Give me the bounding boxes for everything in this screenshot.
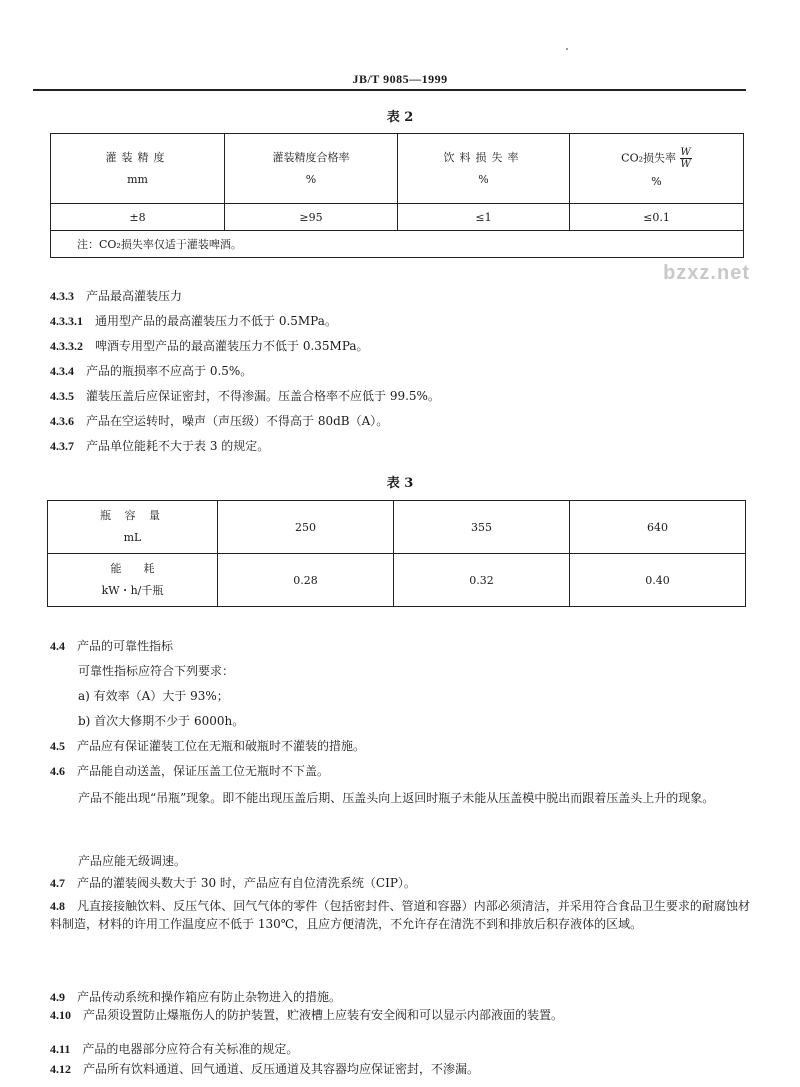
fraction-numerator: W	[680, 147, 691, 158]
table2	[50, 133, 744, 258]
table3-cell: 355	[394, 501, 570, 554]
section-number: 4.3.5	[50, 389, 74, 403]
section-number: 4.9	[50, 990, 65, 1004]
section-4-12	[50, 1061, 750, 1077]
section-text: 产品在空运转时，噪声（声压级）不得高于 80dB（A）。	[86, 414, 389, 428]
section-text: 产品的瓶损率不应高于 0.5%。	[86, 364, 253, 378]
table2-note: 注：CO₂损失率仅适于灌装啤酒。	[51, 231, 744, 258]
section-4-7	[50, 875, 750, 891]
table2-header-row	[51, 134, 744, 204]
section-text: 灌装压盖后应保证密封，不得渗漏。压盖合格率不应低于 99.5%。	[86, 389, 440, 403]
fraction-denominator: W	[680, 159, 691, 170]
section-number: 4.10	[50, 1008, 71, 1022]
header-label: 灌装精度	[105, 150, 170, 164]
table2-note-row	[51, 231, 744, 258]
table2-header-cell	[398, 134, 570, 204]
table2-data-row	[51, 204, 744, 231]
section-4-4-item-a: a) 有效率（A）大于 93%；	[78, 689, 229, 703]
table2-cell: ≥95	[225, 204, 398, 231]
table2-header-cell	[570, 134, 744, 204]
section-text: 通用型产品的最高灌装压力不低于 0.5MPa。	[95, 314, 337, 328]
section-4-3-3	[50, 288, 750, 304]
table3-row-label	[48, 501, 218, 554]
section-4-11	[50, 1041, 750, 1057]
table3-row-energy	[48, 554, 746, 607]
section-4-3-7	[50, 438, 750, 454]
header-unit: mm	[127, 172, 148, 186]
header-unit: %	[651, 175, 662, 188]
table3-title: 表 3	[386, 476, 414, 491]
header-label: CO₂损失率	[621, 151, 677, 165]
watermark: bzxz.net	[663, 262, 750, 284]
table2-title: 表 2	[386, 110, 414, 125]
table3-row-capacity	[48, 501, 746, 554]
section-text: 产品的电器部分应符合有关标准的规定。	[82, 1042, 299, 1056]
table2-cell: ±8	[51, 204, 225, 231]
section-4-4	[50, 638, 750, 654]
header-unit: %	[478, 172, 489, 186]
table3	[47, 500, 746, 607]
section-text: 产品所有饮料通道、回气通道、反压通道及其容器均应保证密封，不渗漏。	[83, 1062, 480, 1076]
section-number: 4.3.7	[50, 439, 74, 453]
section-text: 产品的可靠性指标	[77, 639, 174, 653]
section-text: 凡直接接触饮料、反压气体、回气气体的零件（包括密封件、管道和容器）内部必须清洁，并采用符合食品卫生要求的耐腐蚀材料制造，材料的许用工作温度应不低于 130℃，且应方便清洗，不允许存在清洗不到和排放后积存液体的区域。	[50, 899, 750, 931]
table2-cell: ≤0.1	[570, 204, 744, 231]
header-unit: %	[305, 172, 317, 186]
section-number: 4.3.3.2	[50, 339, 83, 353]
section-number: 4.3.6	[50, 414, 74, 428]
section-text: 产品须设置防止爆瓶伤人的防护装置，贮液槽上应装有安全阀和可以显示内部液面的装置。	[83, 1008, 564, 1022]
table3-cell: 0.32	[394, 554, 570, 607]
fraction	[680, 147, 692, 170]
section-number: 4.3.4	[50, 364, 74, 378]
table3-cell: 0.28	[218, 554, 394, 607]
section-text: 产品应有保证灌装工位在无瓶和破瓶时不灌装的措施。	[77, 739, 366, 753]
section-4-3-6	[50, 413, 750, 429]
table3-cell: 250	[218, 501, 394, 554]
header-label: 饮料损失率	[443, 150, 524, 164]
standard-code-header: JB/T 9085—1999	[352, 72, 448, 86]
section-4-3-3-1	[50, 313, 750, 329]
header-rule	[33, 89, 746, 91]
section-4-6-paragraph-3: 产品应能无级调速。	[78, 854, 187, 868]
section-number: 4.4	[50, 639, 65, 653]
section-text: 产品的灌装阀头数大于 30 时，产品应有自位清洗系统（CIP）。	[77, 876, 416, 890]
section-number: 4.11	[50, 1042, 71, 1056]
section-number: 4.3.3	[50, 289, 74, 303]
section-text: 产品单位能耗不大于表 3 的规定。	[86, 439, 270, 453]
table2-header-cell	[51, 134, 225, 204]
section-number: 4.7	[50, 876, 65, 890]
header-label-with-fraction	[570, 147, 743, 170]
section-4-3-3-2	[50, 338, 750, 354]
table2-header-cell	[225, 134, 398, 204]
section-text: 产品传动系统和操作箱应有防止杂物进入的措施。	[77, 990, 342, 1004]
section-number: 4.5	[50, 739, 65, 753]
section-4-6	[50, 763, 750, 779]
section-number: 4.3.3.1	[50, 314, 83, 328]
section-4-3-4	[50, 363, 750, 379]
section-4-10	[50, 1007, 750, 1023]
section-4-8	[50, 897, 750, 933]
row-unit: kW・h/千瓶	[101, 584, 164, 597]
section-text: 产品能自动送盖，保证压盖工位无瓶时不下盖。	[77, 764, 330, 778]
section-4-5	[50, 738, 750, 754]
section-4-6-paragraph-2: 产品不能出现“吊瓶”现象。即不能出现压盖后期、压盖头向上返回时瓶子未能从压盖模中脱出而跟着压盖头上升的现象。	[78, 791, 715, 805]
section-4-9	[50, 989, 750, 1005]
section-number: 4.6	[50, 764, 65, 778]
table3-cell: 0.40	[570, 554, 746, 607]
row-unit: mL	[123, 531, 142, 544]
section-text: 产品最高灌装压力	[86, 289, 183, 303]
row-label: 瓶 容 量	[100, 509, 165, 522]
section-number: 4.12	[50, 1062, 71, 1076]
scan-speck	[566, 48, 568, 50]
table3-row-label	[48, 554, 218, 607]
section-4-4-intro: 可靠性指标应符合下列要求：	[78, 664, 235, 678]
header-label: 灌装精度合格率	[272, 150, 350, 164]
table2-cell: ≤1	[398, 204, 570, 231]
section-4-3-5	[50, 388, 750, 404]
section-text: 啤酒专用型产品的最高灌装压力不低于 0.35MPa。	[95, 339, 369, 353]
section-number: 4.8	[50, 899, 65, 913]
table3-cell: 640	[570, 501, 746, 554]
row-label: 能 耗	[110, 562, 155, 575]
section-4-4-item-b: b) 首次大修期不少于 6000h。	[78, 714, 245, 728]
